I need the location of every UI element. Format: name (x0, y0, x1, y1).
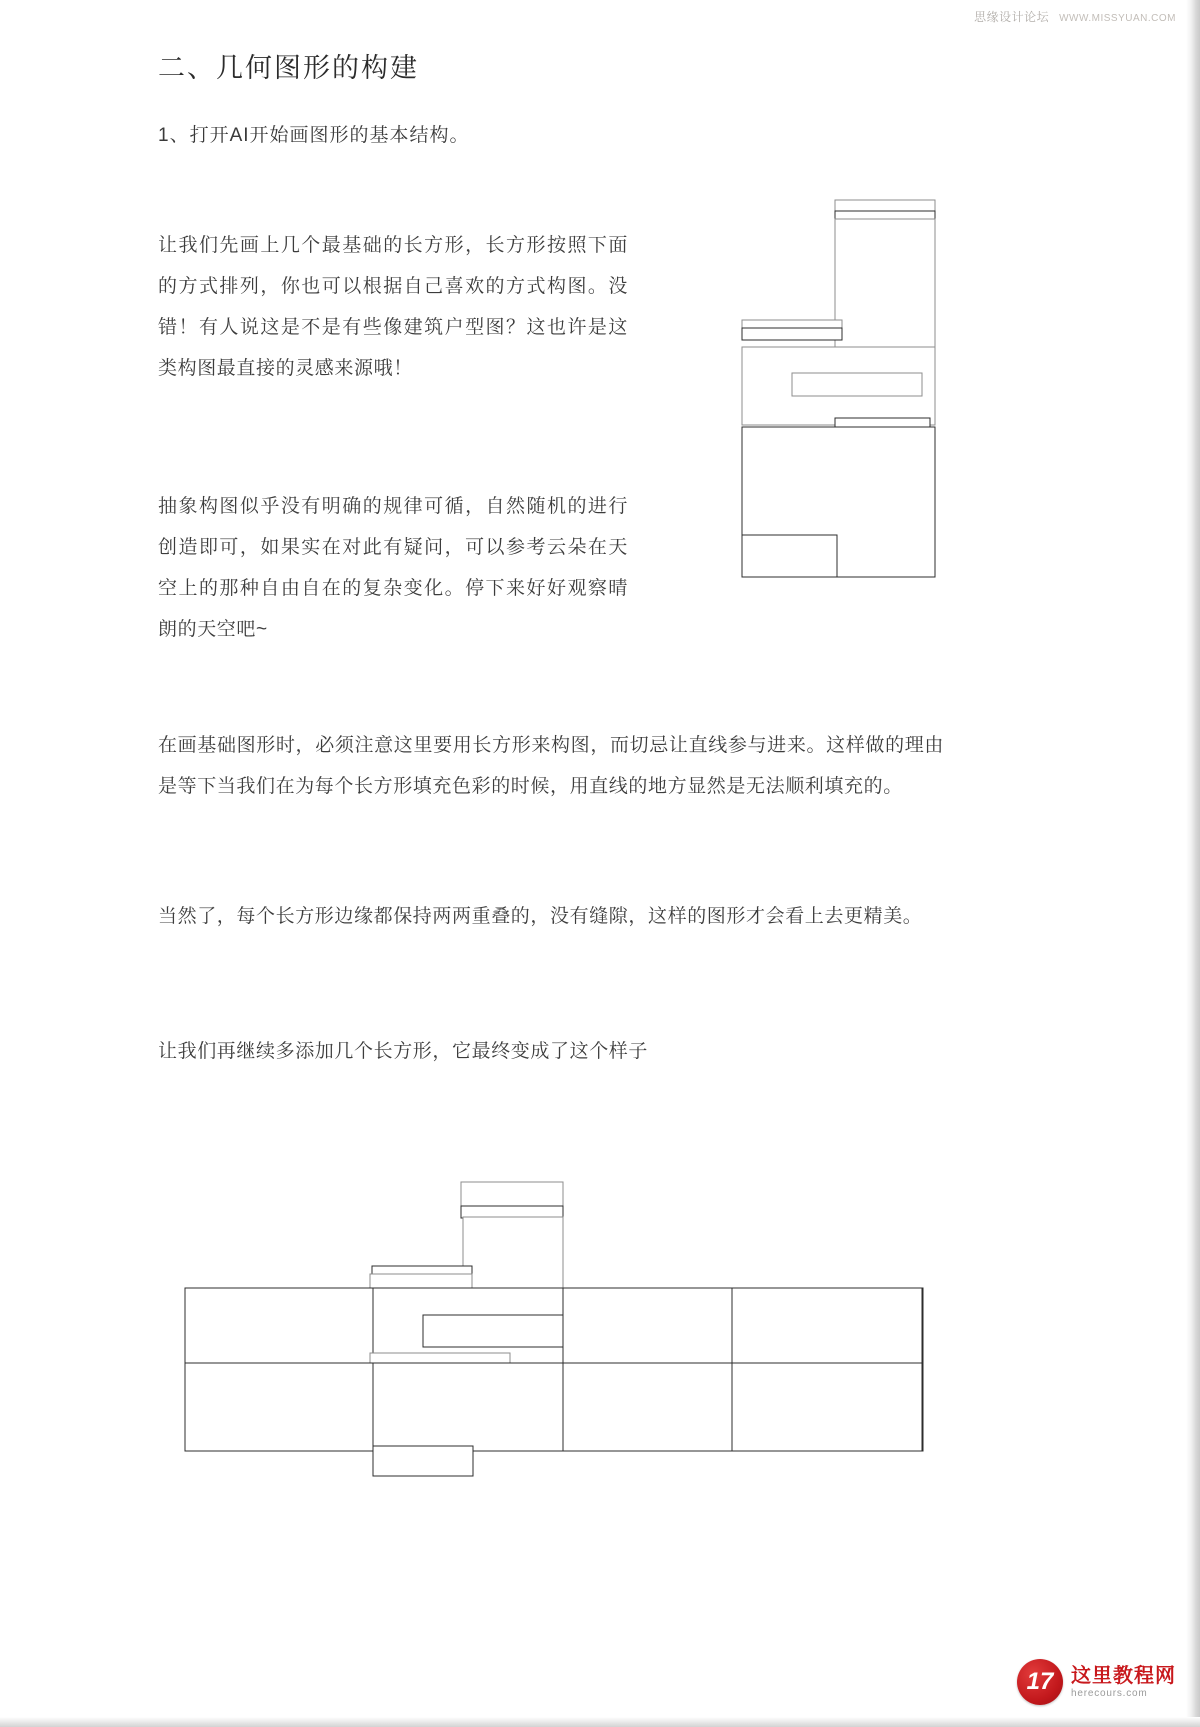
rectangle-shape (835, 211, 935, 219)
watermark-bottom-url: herecours.com (1071, 1687, 1148, 1699)
rectangle-shape (732, 1363, 922, 1451)
rectangle-shape (742, 535, 837, 577)
watermark-top-url: WWW.MISSYUAN.COM (1059, 13, 1176, 24)
rectangle-shape (461, 1182, 563, 1208)
rectangle-shape (370, 1353, 510, 1363)
rectangle-shape (370, 1274, 472, 1288)
rectangle-shape (792, 373, 922, 396)
watermark-bottom (1017, 1659, 1176, 1705)
rectangle-shape (461, 1206, 563, 1218)
paragraph-3: 在画基础图形时，必须注意这里要用长方形来构图，而切忌让直线参与进来。这样做的理由是等下当我们在为每个长方形填充色彩的时候，用直线的地方显然是无法顺利填充的。 (158, 735, 944, 797)
watermark-top (974, 8, 1176, 25)
step-label: 1、打开AI开始画图形的基本结构。 (158, 125, 470, 146)
basic-rectangles-diagram (735, 195, 940, 585)
paragraph-4: 当然了，每个长方形边缘都保持两两重叠的，没有缝隙，这样的图形才会看上去更精美。 (158, 906, 923, 927)
final-rectangles-svg (180, 1110, 930, 1480)
page-title: 二、几何图形的构建 (158, 53, 419, 83)
paragraph-2: 抽象构图似乎没有明确的规律可循，自然随机的进行创造即可，如果实在对此有疑问，可以参考云朵在天空上的那种自由自在的复杂变化。停下来好好观察晴朗的天空吧~ (158, 496, 628, 640)
final-rectangles-composition (180, 1110, 930, 1480)
rectangle-shape (742, 328, 842, 340)
watermark-top-site: 思缘设计论坛 (974, 10, 1050, 24)
paragraph-1: 让我们先画上几个最基础的长方形，长方形按照下面的方式排列，你也可以根据自己喜欢的方式构图。没错！有人说这是不是有些像建筑户型图？这也许是这类构图最直接的灵感来源哦！ (158, 235, 628, 379)
watermark-badge-icon: 17 (1017, 1659, 1063, 1705)
watermark-bottom-site: 这里教程网 (1071, 1664, 1176, 1687)
paragraph-5: 让我们再继续多添加几个长方形，它最终变成了这个样子 (158, 1041, 649, 1062)
rectangle-shape (373, 1446, 473, 1476)
page-edge-shadow-bottom (0, 1717, 1200, 1727)
rectangle-shape (373, 1363, 563, 1451)
rectangle-shape (732, 1288, 922, 1363)
rectangle-shape (423, 1315, 563, 1347)
basic-rectangles-svg (735, 195, 940, 585)
page-edge-shadow-right (1186, 0, 1200, 1727)
watermark-bottom-text (1071, 1665, 1176, 1700)
